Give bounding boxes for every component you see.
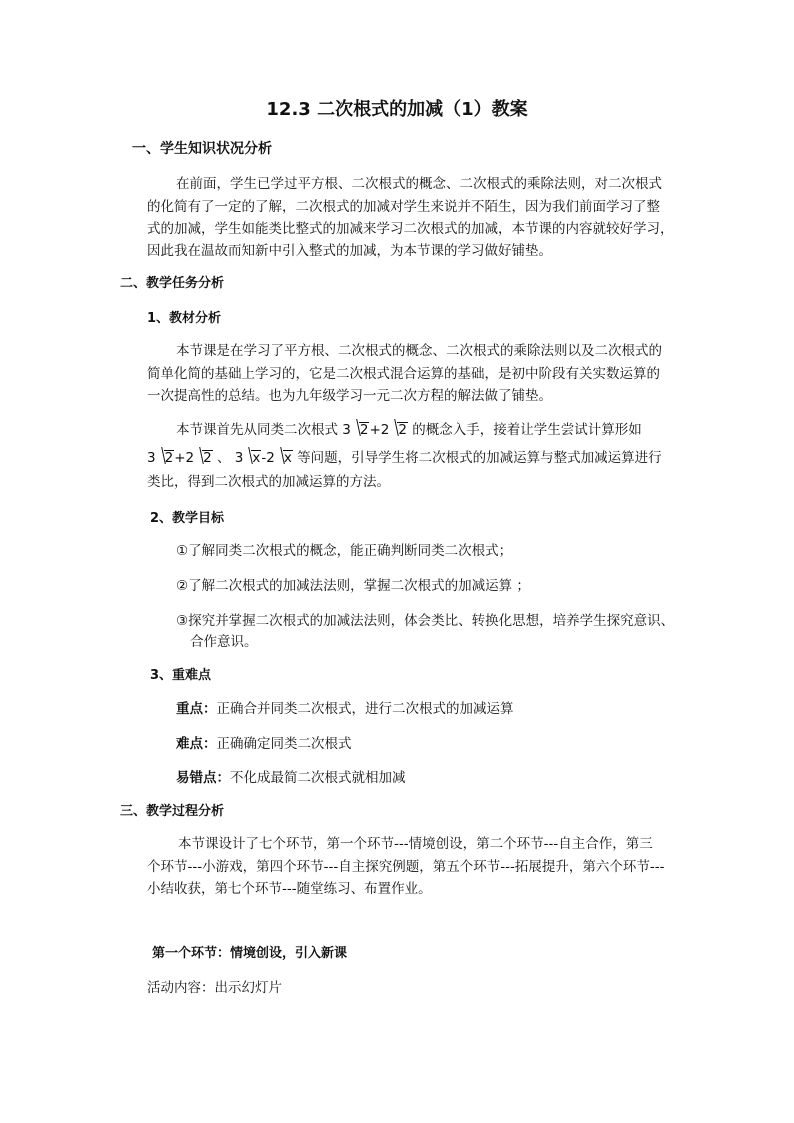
- section3-line-1: 本节课设计了七个环节，第一个环节---情境创设，第二个环节---自主合作，第三: [178, 836, 653, 852]
- section3-heading: 三、教学过程分析: [120, 804, 225, 819]
- step1-heading: 第一个环节：情境创设，引入新课: [152, 946, 348, 961]
- page-title: 12.3 二次根式的加减（1）教案: [266, 99, 528, 120]
- sub1-para1-line-3: 一次提高性的总结。也为九年级学习一元二次方程的解法做了铺垫。: [147, 388, 552, 404]
- math-expr-1: 3 2+2 2: [342, 422, 408, 438]
- subsection3-heading: 3、重难点: [150, 668, 212, 683]
- math-expr-3: 3 x-2 x: [235, 450, 293, 466]
- sqrt-symbol: x: [244, 446, 261, 470]
- key-point-text: 正确合并同类二次根式，进行二次根式的加减运算: [216, 701, 514, 717]
- key-point: [176, 697, 514, 717]
- math-expr-2: 3 2+2 2: [147, 450, 213, 466]
- difficult-point-label: 难点：: [176, 736, 217, 752]
- sub1-para2-line-1: [176, 418, 642, 442]
- sub1-para2-line-3: 类比，得到二次根式的加减运算的方法。: [147, 474, 390, 490]
- sqrt-symbol: 2: [195, 446, 213, 470]
- error-prone-label: 易错点：: [176, 770, 230, 786]
- goal-item-2: ②了解二次根式的加减法法则，掌握二次根式的加减运算 ；: [176, 578, 530, 594]
- sqrt-symbol: x: [276, 446, 293, 470]
- section2-heading: 二、教学任务分析: [120, 276, 225, 291]
- goal-item-1: ①了解同类二次根式的概念，能正确判断同类二次根式；: [176, 543, 513, 559]
- sqrt-symbol: 2: [390, 418, 408, 442]
- difficult-point: [176, 732, 352, 752]
- para2-text-b: 的概念入手，接着让学生尝试计算形如: [412, 422, 642, 438]
- step1-activity: 活动内容：出示幻灯片: [147, 980, 282, 996]
- section1-line-2: 的化简有了一定的了解，二次根式的加减对学生来说并不陌生，因为我们前面学习了整: [147, 199, 660, 215]
- section1-line-1: 在前面，学生已学过平方根、二次根式的概念、二次根式的乘除法则，对二次根式: [176, 176, 662, 192]
- para2-text-c: 等问题，引导学生将二次根式的加减运算与整式加减运算进行: [297, 450, 662, 466]
- sub1-para1-line-1: 本节课是在学习了平方根、二次根式的概念、二次根式的乘除法则以及二次根式的: [176, 343, 662, 359]
- section1-line-4: 因此我在温故而知新中引入整式的加减，为本节课的学习做好铺垫。: [147, 243, 552, 259]
- sub1-para1-line-2: 简单化简的基础上学习的，它是二次根式混合运算的基础，是初中阶段有关实数运算的: [147, 366, 660, 382]
- error-prone-text: 不化成最简二次根式就相加减: [230, 770, 406, 786]
- goal-item-3-cont: 合作意识。: [190, 634, 258, 650]
- difficult-point-text: 正确确定同类二次根式: [216, 736, 352, 752]
- error-prone-point: [176, 766, 406, 786]
- sqrt-symbol: 2: [352, 418, 370, 442]
- section1-heading: 一、学生知识状况分析: [132, 141, 272, 157]
- para2-text-a: 本节课首先从同类二次根式: [176, 422, 338, 438]
- section1-line-3: 式的加减，学生如能类比整式的加减来学习二次根式的加减，本节课的内容就较好学习，: [147, 221, 674, 237]
- section3-line-2: 个环节---小游戏，第四个环节---自主探究例题，第五个环节---拓展提升，第六个环节---: [147, 859, 665, 875]
- key-point-label: 重点：: [176, 701, 217, 717]
- subsection1-heading: 1、教材分析: [147, 311, 222, 326]
- separator: 、: [216, 450, 231, 466]
- sqrt-symbol: 2: [157, 446, 175, 470]
- section3-line-3: 小结收获，第七个环节---随堂练习、布置作业。: [147, 881, 432, 897]
- goal-item-3: ③探究并掌握二次根式的加减法法则，体会类比、转换化思想，培养学生探究意识、: [176, 613, 675, 629]
- subsection2-heading: 2、教学目标: [150, 511, 225, 526]
- sub1-para2-line-2: [147, 446, 662, 470]
